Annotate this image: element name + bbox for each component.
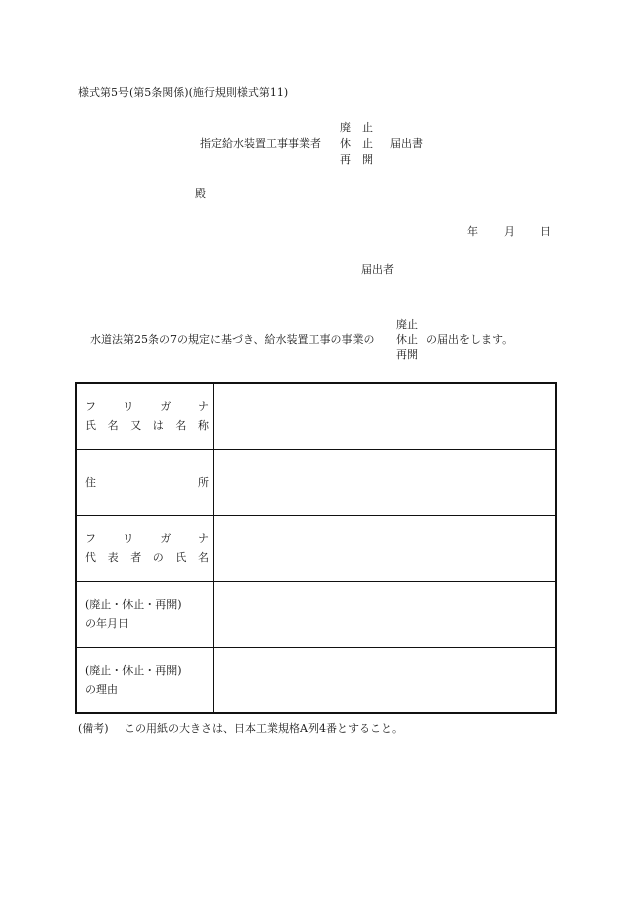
label-furigana [85, 397, 209, 416]
label-representative [76, 515, 214, 581]
label-char: ガ [160, 532, 172, 545]
statement-text: 水道法第25条の7の規定に基づき、給水装置工事の事業の [90, 333, 375, 346]
label-char: フ [85, 532, 96, 545]
table-row-date [76, 581, 556, 647]
label-char: 名 [175, 419, 187, 433]
title-prefix: 指定給水装置工事事業者 [200, 137, 321, 150]
notification-form-table [75, 382, 557, 714]
table-row-representative [76, 515, 556, 581]
label-char: リ [122, 532, 134, 545]
label-char: 氏 [85, 419, 96, 433]
label-char: フ [85, 400, 96, 414]
statement-suffix: の届出をします。 [426, 333, 514, 346]
label-char: の [152, 551, 164, 564]
label-char: 名 [197, 551, 209, 564]
label-date-line2: の年月日 [85, 617, 129, 630]
label-char: 所 [198, 475, 209, 489]
label-char: 氏 [175, 551, 187, 564]
label-date-line1: (廃止・休止・再開) [85, 598, 182, 611]
label-name [76, 383, 214, 449]
statement-option-abolish: 廃止 [396, 318, 418, 331]
date-day: 日 [540, 225, 551, 238]
table-row-name [76, 383, 556, 449]
representative-field[interactable] [214, 515, 557, 581]
label-char: 住 [85, 475, 96, 489]
table-row-address [76, 449, 556, 515]
reason-field[interactable] [214, 647, 557, 713]
label-furigana [85, 529, 209, 548]
notifier-label: 届出者 [361, 263, 394, 276]
name-field[interactable] [214, 383, 557, 449]
label-address [76, 449, 214, 515]
form-number: 様式第5号(第5条関係)(施行規則様式第11) [78, 86, 289, 99]
title-option-resume: 再 開 [340, 153, 373, 166]
title-suffix: 届出書 [390, 137, 423, 150]
note-label: (備考) [78, 722, 109, 735]
date-month: 月 [504, 225, 515, 238]
note-text: この用紙の大きさは、日本工業規格A列4番とすること。 [124, 722, 403, 735]
label-char: リ [122, 400, 134, 414]
label-char: 表 [107, 551, 119, 564]
addressee-honorific: 殿 [195, 187, 206, 200]
label-char: は [152, 419, 164, 433]
statement-option-resume: 再開 [396, 348, 418, 361]
table-row-reason [76, 647, 556, 713]
label-representative-text [85, 548, 209, 567]
label-date [76, 581, 214, 647]
label-char: 代 [85, 551, 96, 564]
title-option-abolish: 廃 止 [340, 121, 373, 134]
date-year: 年 [467, 225, 478, 238]
statement-option-suspend: 休止 [396, 333, 418, 346]
label-char: 称 [197, 419, 209, 433]
label-char: ガ [160, 400, 172, 414]
label-reason-line1: (廃止・休止・再開) [85, 663, 182, 677]
address-field[interactable] [214, 449, 557, 515]
label-reason-line2: の理由 [85, 682, 118, 696]
label-name-text [85, 416, 209, 435]
title-option-suspend: 休 止 [340, 137, 373, 150]
label-char: ナ [197, 532, 209, 545]
label-reason [76, 647, 214, 713]
label-char: ナ [197, 400, 209, 414]
label-char: 名 [107, 419, 119, 433]
date-field[interactable] [214, 581, 557, 647]
label-char: 者 [130, 551, 142, 564]
label-char: 又 [130, 419, 142, 433]
